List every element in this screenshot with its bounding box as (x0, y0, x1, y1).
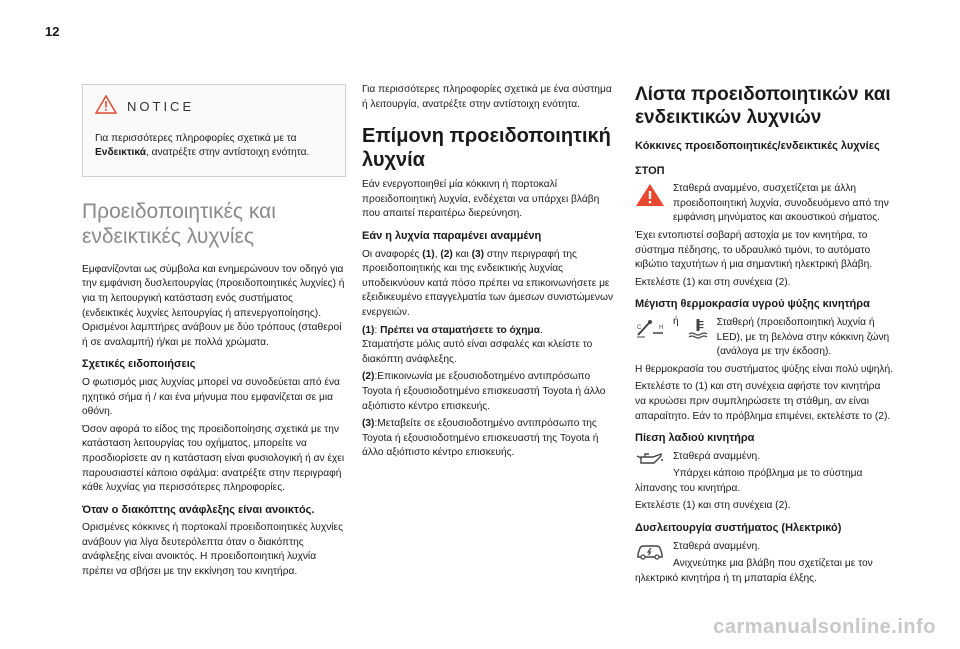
section-heading: Επίμονη προειδοποιητική λυχνία (362, 125, 611, 172)
electric-text: Σταθερά αναμμένη. (673, 540, 761, 552)
electric-car-icon (635, 541, 665, 567)
column-3 (635, 83, 893, 589)
oil-can-icon (635, 451, 665, 473)
paragraph: Όσον αφορά το είδος της προειδοποίησης σχετικά με την κατάσταση λειτουργίας του οχήματος, μπορείτε να προσδιορίσετε αν η κατάσταση είναι φυσιολογική ή αν έχει παρουσιαστεί κάποιο σφάλμα: ανατρέξτε στην περιγραφή κάθε λυχνίας για περισσότερες πληροφορίες. (82, 423, 345, 494)
warning-triangle-icon (95, 95, 117, 120)
notice-title: NOTICE (127, 99, 195, 114)
oil-text: Σταθερά αναμμένη. (673, 450, 761, 462)
svg-text:C: C (637, 324, 642, 331)
column-2 (362, 83, 620, 464)
reference-2: (2):Επικοινωνία με εξουσιοδοτημένο αντιπρόσωπο Toyota ή εξουσιοδοτημένο επισκευαστή Toyota ή άλλο αξιόπιστο κέντρο επισκευής. (362, 371, 606, 412)
stop-title: ΣΤΟΠ (635, 164, 665, 177)
reference-3: (3):Μεταβείτε σε εξουσιοδοτημένο αντιπρόσωπο της Toyota ή εξουσιοδοτημένο επισκευαστή της Toyota ή άλλο αξιόπιστο κέντρο επισκευής. (362, 418, 599, 459)
electric-paragraph: Ανιχνεύτηκε μια βλάβη που σχετίζεται με τον ηλεκτρικό κινητήρα ή τη μπαταρία έλξης. (635, 558, 873, 584)
stop-entry (635, 182, 893, 229)
paragraph: Ο φωτισμός μιας λυχνίας μπορεί να συνοδεύεται από ένα ηχητικό σήμα ή / και ένα μήνυμα που εμφανίζεται σε μια οθόνη. (82, 376, 340, 418)
temp-paragraph: Η θερμοκρασία του συστήματος ψύξης είναι πολύ υψηλή. (635, 363, 893, 375)
column-1 (82, 84, 346, 583)
oil-action: Εκτελέστε (1) και στη συνέχεια (2). (635, 500, 791, 512)
watermark: carmanualsonline.info (713, 616, 936, 638)
oil-paragraph: Υπάρχει κάποιο πρόβλημα με το σύστημα λίπανσης του κινητήρα. (635, 468, 863, 494)
reference-1: (1): Πρέπει να σταματήσετε το όχημα. Σταματήστε μόλις αυτό είναι ασφαλές και κλείστε το διακόπτη ανάφλεξης. (362, 324, 593, 365)
electric-entry (635, 540, 893, 590)
coolant-gauge-icon (635, 317, 665, 345)
stop-text: Σταθερά αναμμένο, συσχετίζεται με άλλη προειδοποιητική λυχνία, συνοδευόμενο από την εμφάνιση μηνύματος και ακουστικού σήματος. (673, 183, 889, 224)
paragraph: Εάν ενεργοποιηθεί μία κόκκινη ή πορτοκαλί προειδοποιητική λυχνία, ενδέχεται να υπάρχει βλάβη που απαιτεί περαιτέρω διερεύνηση. (362, 179, 600, 220)
temp-action: Εκτελέστε το (1) και στη συνέχεια αφήστε τον κινητήρα να κρυώσει πριν συμπληρώσετε τη στάθμη, αν είναι απαραίτητο. Εάν το πρόβλημα επιμένει, εκτελέστε το (2). (635, 381, 891, 422)
svg-text:H: H (659, 324, 664, 331)
notice-text: Για περισσότερες πληροφορίες σχετικά με τα Ενδεικτικά, ανατρέξτε στην αντίστοιχη ενότητα. (95, 132, 310, 159)
temp-or-text: ή (673, 315, 679, 327)
notice-box (82, 84, 346, 177)
stop-paragraph: Έχει εντοπιστεί σοβαρή αστοχία με τον κινητήρα, το σύστημα πέδησης, το υδραυλικό τιμόνι, το αυτόματο κιβώτιο ταχυτήτων ή μια σημαντική ηλεκτρική βλάβη. (635, 229, 873, 271)
electric-title: Δυσλειτουργία συστήματος (Ηλεκτρικό) (635, 522, 842, 535)
subheading-lamp-stays-on: Εάν η λυχνία παραμένει αναμμένη (362, 229, 542, 242)
subheading-related-alerts: Σχετικές ειδοποιήσεις (82, 358, 196, 371)
subheading-red-lamps: Κόκκινες προειδοποιητικές/ενδεικτικές λυχνίες (635, 140, 880, 152)
subheading-ignition-on: Όταν ο διακόπτης ανάφλεξης είναι ανοικτός. (82, 503, 315, 516)
temp-entry (635, 316, 893, 363)
oil-entry (635, 450, 893, 500)
references-paragraph: Οι αναφορές (1), (2) και (3) στην περιγραφή της προειδοποιητικής και της ενδεικτικής λυχνίας υποδεικνύουν κατά πόσο πρέπει να επικοινωνήσετε με εξειδικευμένο επαγγελματία των άμεσων συνιστώμενων ενεργειών. (362, 248, 614, 318)
temp-text: Σταθερή (προειδοποιητική λυχνία ή LED), με τη βελόνα στην κόκκινη ζώνη (ανάλογα με την έκδοση). (716, 316, 890, 358)
oil-title: Πίεση λαδιού κινητήρα (635, 432, 755, 445)
intro-paragraph: Για περισσότερες πληροφορίες σχετικά με ένα σύστημα ή λειτουργία, ανατρέξτε στην αντίστοιχη ενότητα. (362, 84, 612, 110)
paragraph: Ορισμένες κόκκινες ή πορτοκαλί προειδοποιητικές λυχνίες ανάβουν για λίγα δευτερόλεπτα όταν ο διακόπτης ανάφλεξης είναι ανοικτός. Η προειδοποιητική λυχνία πρέπει να σβήσει με την εκκίνηση του κινητήρα. (82, 522, 344, 578)
stop-action: Εκτελέστε (1) και στη συνέχεια (2). (635, 276, 791, 288)
section-heading: Λίστα προειδοποιητικών και ενδεικτικών λυχνιών (635, 84, 891, 128)
coolant-temperature-icon (687, 317, 709, 345)
temp-title: Μέγιστη θερμοκρασία υγρού ψύξης κινητήρα (635, 298, 870, 311)
stop-warning-icon (635, 183, 665, 213)
section-heading: Προειδοποιητικές και ενδεικτικές λυχνίες (82, 199, 276, 248)
intro-paragraph: Εμφανίζονται ως σύμβολα και ενημερώνουν τον οδηγό για την εμφάνιση δυσλειτουργίας (προειδοποιητικές λυχνίες) ή για τη λειτουργική κατάσταση ενός συστήματος (ενδεικτικές λυχνίες λειτουργίας ή απενεργοποίησης). Ορισμένοι λαμπτήρες ανάβουν με δύο τρόπους (σταθεροί ή σε αναλαμπή) ή/και με πολλά χρώματα. (82, 263, 345, 348)
page-number: 12 (45, 24, 60, 39)
